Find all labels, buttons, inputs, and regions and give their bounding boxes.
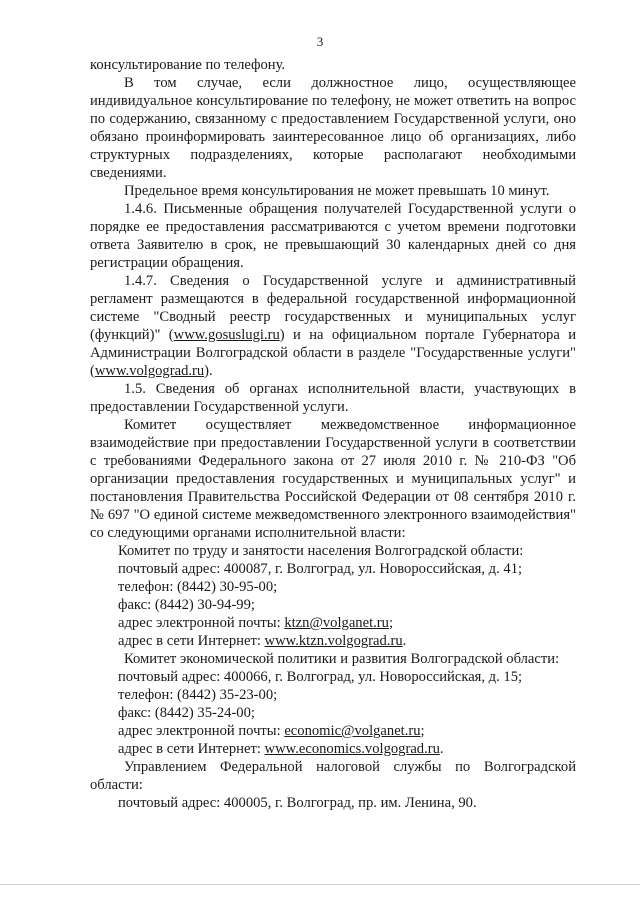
economics-committee-web-link[interactable]: www.economics.volgograd.ru (264, 741, 440, 757)
org-economics-committee-web-line (90, 740, 576, 758)
paragraph-1-4-7-information-placement (90, 272, 576, 380)
org-labor-committee-web-line (90, 632, 576, 650)
paragraph-continuation: консультирование по телефону. (90, 57, 286, 73)
org-economics-committee-phone: телефон: (8442) 35-23-00; (118, 687, 278, 703)
org-economics-committee-fax: факс: (8442) 35-24-00; (118, 705, 255, 721)
economics-committee-email-link[interactable]: economic@volganet.ru (284, 723, 421, 739)
org-economics-committee-email-line (90, 722, 576, 740)
email-line-end: ; (388, 615, 393, 631)
email-line-end: ; (420, 723, 425, 739)
org-economics-committee-postal: почтовый адрес: 400066, г. Волгоград, ул. Новороссийская, д. 15; (118, 669, 523, 685)
document-body (90, 56, 576, 812)
org-economics-committee-name: Комитет экономической политики и развития Волгоградской области: (124, 651, 560, 667)
org-tax-service-postal: почтовый адрес: 400005, г. Волгоград, пр. им. Ленина, 90. (118, 795, 477, 811)
org-labor-committee-phone: телефон: (8442) 30-95-00; (118, 579, 278, 595)
gosuslugi-link[interactable]: www.gosuslugi.ru (173, 327, 280, 343)
email-label: адрес электронной почты: (118, 723, 285, 739)
paragraph-1-4-7-text-end: ). (204, 363, 213, 379)
org-labor-committee-postal: почтовый адрес: 400087, г. Волгоград, ул. Новороссийская, д. 41; (118, 561, 523, 577)
web-line-end: . (439, 741, 444, 757)
paragraph-consultation-time-limit: Предельное время консультирования не может превышать 10 минут. (124, 183, 550, 199)
web-line-end: . (402, 633, 407, 649)
org-tax-service-name: Управлением Федеральной налоговой службы по Волгоградской области: (90, 759, 576, 793)
paragraph-1-4-7-text-middle: ) и на официальном портале Губернатора и Администрации Волгоградской области в разделе "Государственные услуги" ( (90, 327, 577, 379)
paragraph-1-5-executive-bodies: 1.5. Сведения об органах исполнительной власти, участвующих в предоставлении Государственной услуги. (90, 381, 576, 415)
labor-committee-email-link[interactable]: ktzn@volganet.ru (284, 615, 389, 631)
scan-edge-line (0, 884, 640, 885)
labor-committee-web-link[interactable]: www.ktzn.volgograd.ru (264, 633, 403, 649)
page-number: 3 (316, 34, 324, 49)
paragraph-interagency-cooperation: Комитет осуществляет межведомственное информационное взаимодействие при предоставлении Государственной услуги в соответствии с требованиями Федерального закона от 27 июля 2010 г. № 210-ФЗ "Об организации предоставления государственных и муниципальных услуг" и постановления Правительства Российской Федерации от 08 сентября 2010 г. № 697 "О единой системе межведомственного электронного взаимодействия" со следующими органами исполнительной власти: (90, 417, 576, 541)
volgograd-portal-link[interactable]: www.volgograd.ru (94, 363, 205, 379)
org-labor-committee-fax: факс: (8442) 30-94-99; (118, 597, 255, 613)
paragraph-consultation-referral: В том случае, если должностное лицо, осуществляющее индивидуальное консультирование по телефону, не может ответить на вопрос по содержанию, связанному с предоставлением Государственной услуги, оно обязано проинформировать заинтересованное лицо об организациях, либо структурных подразделениях, которые располагают необходимыми сведениями. (90, 75, 576, 181)
email-label: адрес электронной почты: (118, 615, 285, 631)
paragraph-1-4-6-written-requests: 1.4.6. Письменные обращения получателей Государственной услуги о порядке ее предоставления рассматриваются с учетом времени подготовки ответа Заявителю в срок, не превышающий 30 календарных дней со дня регистрации обращения. (90, 201, 576, 271)
paragraph-1-4-7-text-start: 1.4.7. Сведения о Государственной услуге и административный регламент размещаются в федеральной государственной информационной системе "Сводный реестр государственных и муниципальных услуг (функций)" ( (90, 273, 576, 343)
org-labor-committee-name: Комитет по труду и занятости населения Волгоградской области: (118, 543, 524, 559)
org-labor-committee-email-line (90, 614, 576, 632)
web-label: адрес в сети Интернет: (118, 633, 265, 649)
web-label: адрес в сети Интернет: (118, 741, 265, 757)
